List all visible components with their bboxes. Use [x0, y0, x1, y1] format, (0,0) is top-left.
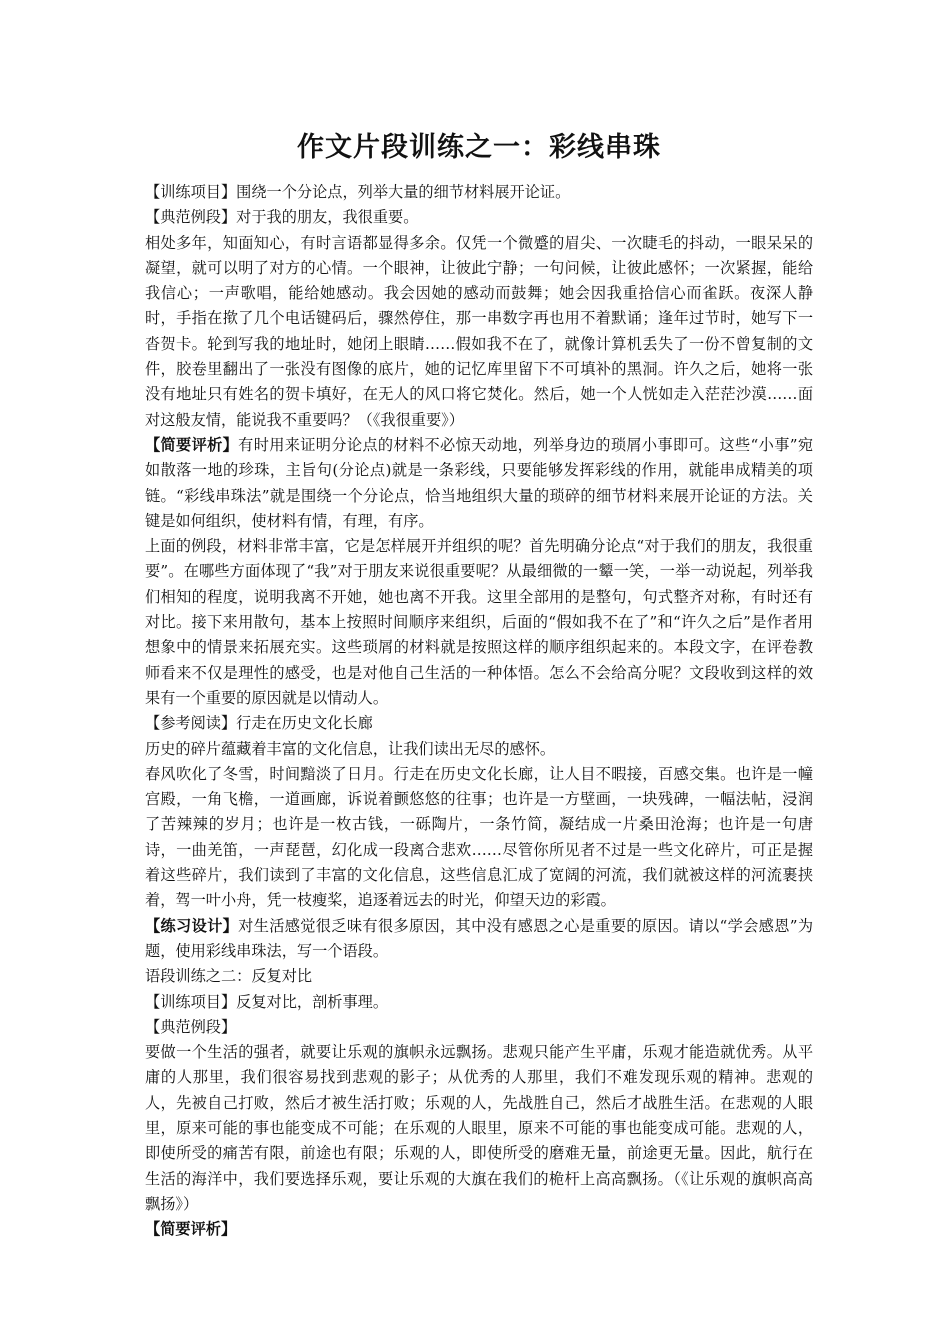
- document-page: [145, 128, 813, 1242]
- section-heading: 语段训练之二：反复对比: [145, 967, 313, 986]
- paragraph-training-item: [145, 990, 813, 1015]
- paragraph-analysis: [145, 1217, 813, 1242]
- section-tag: 【简要评析】: [145, 1220, 237, 1239]
- section-tag: 【典范例段】: [145, 208, 237, 227]
- paragraph-body: 春风吹化了冬雪，时间黯淡了日月。行走在历史文化长廊，让人目不暇接，百感交集。也许是一幢宫殿，一角飞檐，一道画廊，诉说着颤悠悠的往事；也许是一方壁画，一块残碑，一幅法帖，浸润了苦辣辣的岁月；也许是一枚古钱，一砾陶片，一条竹简，凝结成一片桑田沧海；也许是一句唐诗，一曲羌笛，一声琵琶，幻化成一段离合悲欢……尽管你所见者不过是一些文化碎片，可正是握着这些碎片，我们读到了丰富的文化信息，这些信息汇成了宽阔的河流，我们就被这样的河流裹挟着，驾一叶小舟，凭一枝瘦桨，追逐着远去的时光，仰望天边的彩霞。: [145, 764, 813, 910]
- section-tag: 【参考阅读】: [145, 714, 237, 733]
- paragraph-exercise: [145, 914, 813, 965]
- paragraph-text: 围绕一个分论点，列举大量的细节材料展开论证。: [236, 183, 571, 201]
- paragraph-body: 相处多年，知面知心，有时言语都显得多余。仅凭一个微蹙的眉尖、一次睫毛的抖动，一眼呆呆的凝望，就可以明了对方的心情。一个眼神，让彼此宁静；一句问候，让彼此感怀；一次紧握，能给我信心；一声歌唱，能给她感动。我会因她的感动而鼓舞；她会因我重拾信心而雀跃。夜深人静时，手指在揿了几个电话键码后，骤然停住，那一串数字再也用不着默诵；逢年过节时，她写下一沓贺卡。轮到写我的地址时，她闭上眼睛……假如我不在了，就像计算机丢失了一份不曾复制的文件，胶卷里翻出了一张没有图像的底片，她的记忆库里留下不可填补的黑洞。许久之后，她将一张没有地址只有姓名的贺卡填好，在无人的风口将它焚化。然后，她一个人恍如走入茫茫沙漠……面对这般友情，能说我不重要吗？（《我很重要》）: [145, 233, 813, 429]
- paragraph-body: 要做一个生活的强者，就要让乐观的旗帜永远飘扬。悲观只能产生平庸，乐观才能造就优秀。从平庸的人那里，我们很容易找到悲观的影子；从优秀的人那里，我们不难发现乐观的精神。悲观的人，先被自己打败，然后才被生活打败；乐观的人，先战胜自己，然后才战胜生活。在悲观的人眼里，原来可能的事也能变成不可能；在乐观的人眼里，原来不可能的事也能变成可能。悲观的人，即使所受的痛苦有限，前途也有限；乐观的人，即使所受的磨难无量，前途更无量。因此，航行在生活的海洋中，我们要选择乐观，要让乐观的大旗在我们的桅杆上高高飘扬。（《让乐观的旗帜高高飘扬》）: [145, 1043, 813, 1213]
- paragraph-text: 反复对比，剖析事理。: [236, 992, 388, 1011]
- paragraph-training-item: [145, 180, 813, 205]
- section-tag: 【训练项目】: [145, 183, 237, 201]
- paragraph-text: 有时用来证明分论点的材料不必惊天动地，列举身边的琐屑小事即可。这些“小事”宛如散落一地的珍珠，主旨句(分论点)就是一条彩线，只要能够发挥彩线的作用，就能串成精美的项链。“彩线串珠法”就是围绕一个分论点，恰当地组织大量的琐碎的细节材料来展开论证的方法。关键是如何组织，使材料有情，有理，有序。: [145, 435, 814, 530]
- paragraph-text: 对于我的朋友，我很重要。: [236, 208, 419, 227]
- paragraph-text: 对生活感觉很乏味有很多原因，其中没有感恩之心是重要的原因。请以“学会感恩”为题，使用彩线串珠法，写一个语段。: [145, 916, 814, 960]
- paragraph-text: 行走在历史文化长廊: [236, 714, 373, 733]
- paragraph-body: 上面的例段，材料非常丰富，它是怎样展开并组织的呢？首先明确分论点“对于我们的朋友，我很重要”。在哪些方面体现了“我”对于朋友来说很重要呢？从最细微的一颦一笑，一举一动说起，列举我们相知的程度，说明我离不开她，她也离不开我。这里全部用的是整句，句式整齐对称，有时还有对比。接下来用散句，基本上按照时间顺序来组织，后面的“假如我不在了”和“许久之后”是作者用想象中的情景来拓展充实。这些琐屑的材料就是按照这样的顺序组织起来的。本段文字，在评卷教师看来不仅是理性的感受，也是对他自己生活的一种体悟。怎么不会给高分呢？文段收到这样的效果有一个重要的原因就是以情动人。: [145, 537, 813, 707]
- paragraph-example: [145, 205, 813, 230]
- page-title: 作文片段训练之一：彩线串珠: [297, 132, 661, 163]
- paragraph-reference: [145, 711, 813, 736]
- section-tag: 【训练项目】: [145, 992, 237, 1011]
- paragraph-example: [145, 1015, 813, 1040]
- paragraph-body: 历史的碎片蕴藏着丰富的文化信息，让我们读出无尽的感怀。: [145, 739, 556, 758]
- section-tag: 【典范例段】: [145, 1017, 237, 1036]
- section-tag: 【练习设计】: [145, 916, 239, 935]
- section-tag: 【简要评析】: [145, 435, 239, 454]
- paragraph-analysis: [145, 433, 813, 534]
